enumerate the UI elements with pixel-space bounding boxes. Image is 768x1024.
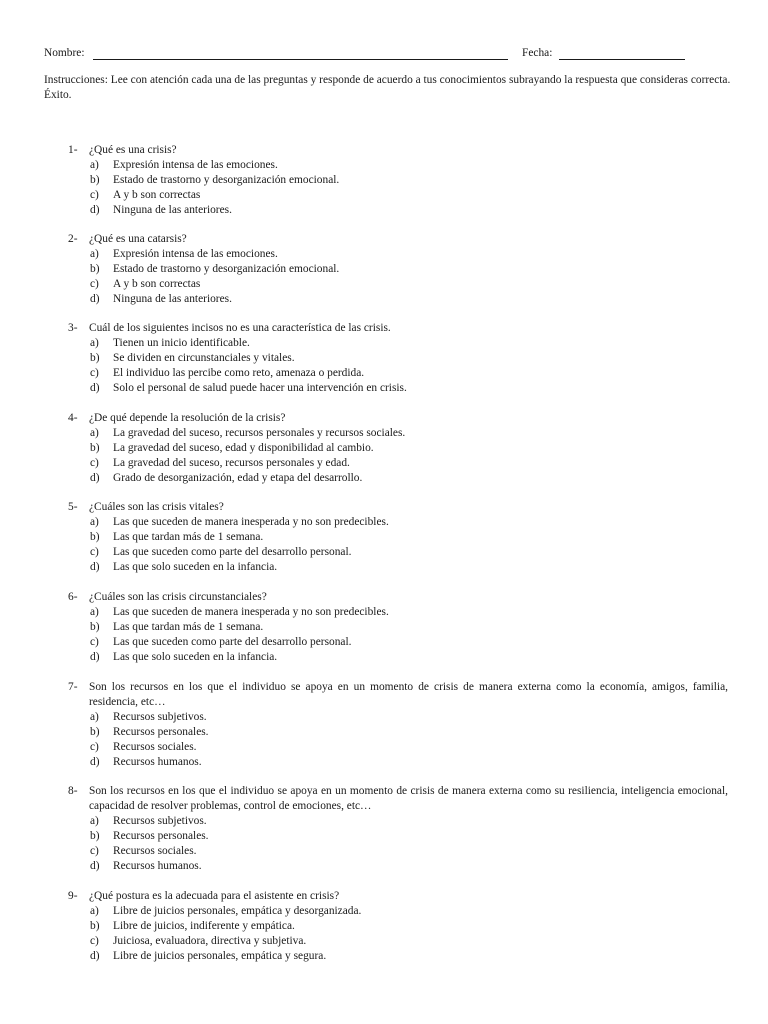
option-text: A y b son correctas (113, 278, 201, 290)
option-letter: b) (90, 174, 100, 186)
question-number: 6- (68, 591, 78, 603)
question-row (68, 590, 728, 605)
option-letter: b) (90, 263, 100, 275)
answer-option[interactable] (68, 247, 728, 262)
answer-option[interactable] (68, 725, 728, 740)
option-letter: a) (90, 606, 99, 618)
option-text: Recursos humanos. (113, 756, 202, 768)
option-text: La gravedad del suceso, recursos personales y edad. (113, 457, 350, 469)
option-letter: d) (90, 293, 100, 305)
question-text: Son los recursos en los que el individuo se apoya en un momento de crisis de manera externa como su resiliencia, inteligencia emocional, capacidad de resolver problemas, control de emociones, etc… (89, 785, 728, 812)
option-text: Recursos personales. (113, 830, 209, 842)
question-3 (68, 321, 728, 396)
option-text: Recursos humanos. (113, 860, 202, 872)
option-letter: c) (90, 546, 99, 558)
option-letter: c) (90, 189, 99, 201)
option-text: Recursos subjetivos. (113, 815, 207, 827)
option-text: El individuo las percibe como reto, amenaza o perdida. (113, 367, 365, 379)
option-letter: b) (90, 442, 100, 454)
option-text: Ninguna de las anteriores. (113, 293, 232, 305)
option-letter: b) (90, 726, 100, 738)
option-letter: b) (90, 352, 100, 364)
option-letter: c) (90, 845, 99, 857)
option-text: Juiciosa, evaluadora, directiva y subjetiva. (113, 935, 307, 947)
answer-option[interactable] (68, 351, 728, 366)
option-letter: c) (90, 457, 99, 469)
question-7 (68, 680, 728, 770)
option-text: Las que suceden de manera inesperada y no son predecibles. (113, 516, 389, 528)
answer-option[interactable] (68, 949, 728, 964)
option-text: A y b son correctas (113, 189, 201, 201)
question-number: 1- (68, 144, 78, 156)
header-line (44, 46, 744, 66)
answer-options (68, 605, 728, 665)
option-text: Las que suceden de manera inesperada y no son predecibles. (113, 606, 389, 618)
question-text: ¿Cuáles son las crisis circunstanciales? (89, 591, 267, 603)
option-letter: c) (90, 741, 99, 753)
question-text: ¿Cuáles son las crisis vitales? (89, 501, 224, 513)
option-letter: d) (90, 382, 100, 394)
answer-option[interactable] (68, 366, 728, 381)
option-text: Expresión intensa de las emociones. (113, 248, 278, 260)
answer-option[interactable] (68, 426, 728, 441)
question-number: 5- (68, 501, 78, 513)
option-letter: a) (90, 516, 99, 528)
option-letter: a) (90, 248, 99, 260)
option-letter: b) (90, 531, 100, 543)
answer-option[interactable] (68, 441, 728, 456)
answer-option[interactable] (68, 620, 728, 635)
option-text: Recursos sociales. (113, 845, 197, 857)
option-text: Libre de juicios personales, empática y segura. (113, 950, 327, 962)
answer-options (68, 336, 728, 396)
answer-options (68, 515, 728, 575)
option-text: Libre de juicios personales, empática y desorganizada. (113, 905, 362, 917)
question-9 (68, 889, 728, 964)
answer-option[interactable] (68, 336, 728, 351)
option-text: Las que solo suceden en la infancia. (113, 651, 278, 663)
option-text: Solo el personal de salud puede hacer una intervención en crisis. (113, 382, 407, 394)
answer-option[interactable] (68, 203, 728, 218)
question-row (68, 232, 728, 247)
answer-options (68, 158, 728, 218)
option-letter: a) (90, 711, 99, 723)
answer-option[interactable] (68, 292, 728, 307)
answer-option[interactable] (68, 277, 728, 292)
option-text: Grado de desorganización, edad y etapa del desarrollo. (113, 472, 363, 484)
option-letter: c) (90, 367, 99, 379)
answer-options (68, 814, 728, 874)
answer-option[interactable] (68, 158, 728, 173)
option-text: Estado de trastorno y desorganización emocional. (113, 174, 340, 186)
option-letter: a) (90, 337, 99, 349)
answer-options (68, 710, 728, 770)
option-text: Estado de trastorno y desorganización emocional. (113, 263, 340, 275)
question-1 (68, 143, 728, 218)
question-8 (68, 784, 728, 874)
question-number: 2- (68, 233, 78, 245)
answer-option[interactable] (68, 934, 728, 949)
question-text: Cuál de los siguientes incisos no es una característica de las crisis. (89, 322, 391, 334)
option-text: La gravedad del suceso, recursos personales y recursos sociales. (113, 427, 406, 439)
option-text: Las que suceden como parte del desarrollo personal. (113, 546, 352, 558)
question-number: 9- (68, 890, 78, 902)
question-text: ¿De qué depende la resolución de la crisis? (89, 412, 286, 424)
answer-option[interactable] (68, 188, 728, 203)
question-number: 3- (68, 322, 78, 334)
option-letter: a) (90, 905, 99, 917)
option-letter: d) (90, 651, 100, 663)
option-text: Ninguna de las anteriores. (113, 204, 232, 216)
answer-option[interactable] (68, 710, 728, 725)
name-label: Nombre: (44, 47, 85, 59)
answer-option[interactable] (68, 381, 728, 396)
question-row (68, 500, 728, 515)
option-letter: a) (90, 427, 99, 439)
question-row (68, 143, 728, 158)
option-text: Recursos subjetivos. (113, 711, 207, 723)
question-number: 7- (68, 681, 78, 693)
answer-option[interactable] (68, 635, 728, 650)
date-label: Fecha: (522, 47, 553, 59)
answer-option[interactable] (68, 545, 728, 560)
answer-option[interactable] (68, 471, 728, 486)
option-letter: c) (90, 278, 99, 290)
option-text: Las que tardan más de 1 semana. (113, 621, 264, 633)
option-text: Recursos personales. (113, 726, 209, 738)
answer-option[interactable] (68, 740, 728, 755)
option-letter: a) (90, 815, 99, 827)
answer-option[interactable] (68, 515, 728, 530)
instructions: Instrucciones: Lee con atención cada una de las preguntas y responde de acuerdo a tus conocimientos subrayando la respuesta que consideras correcta. Éxito. (44, 74, 731, 101)
answer-options (68, 904, 728, 964)
answer-option[interactable] (68, 755, 728, 770)
question-row (68, 680, 728, 710)
option-text: Recursos sociales. (113, 741, 197, 753)
answer-option[interactable] (68, 605, 728, 620)
option-text: Tienen un inicio identificable. (113, 337, 250, 349)
answer-option[interactable] (68, 456, 728, 471)
question-text: ¿Qué es una crisis? (89, 144, 177, 156)
question-5 (68, 500, 728, 575)
question-4 (68, 411, 728, 486)
option-text: La gravedad del suceso, edad y disponibilidad al cambio. (113, 442, 374, 454)
answer-option[interactable] (68, 530, 728, 545)
question-text: ¿Qué postura es la adecuada para el asistente en crisis? (89, 890, 340, 902)
question-row (68, 784, 728, 814)
answer-option[interactable] (68, 650, 728, 665)
option-letter: a) (90, 159, 99, 171)
question-number: 8- (68, 785, 78, 797)
answer-option[interactable] (68, 844, 728, 859)
option-text: Expresión intensa de las emociones. (113, 159, 278, 171)
date-field[interactable] (559, 59, 685, 60)
question-6 (68, 590, 728, 665)
answer-option[interactable] (68, 859, 728, 874)
option-letter: d) (90, 561, 100, 573)
option-letter: d) (90, 950, 100, 962)
option-letter: d) (90, 756, 100, 768)
answer-option[interactable] (68, 173, 728, 188)
question-2 (68, 232, 728, 307)
question-number: 4- (68, 412, 78, 424)
question-text: ¿Qué es una catarsis? (89, 233, 187, 245)
answer-option[interactable] (68, 262, 728, 277)
option-text: Libre de juicios, indiferente y empática. (113, 920, 295, 932)
option-text: Las que tardan más de 1 semana. (113, 531, 264, 543)
answer-option[interactable] (68, 814, 728, 829)
option-text: Se dividen en circunstanciales y vitales. (113, 352, 295, 364)
option-letter: c) (90, 636, 99, 648)
question-text: Son los recursos en los que el individuo se apoya en un momento de crisis de manera externa como la economía, amigos, familia, residencia, etc… (89, 681, 728, 708)
answer-options (68, 247, 728, 307)
option-text: Las que suceden como parte del desarrollo personal. (113, 636, 352, 648)
answer-option[interactable] (68, 829, 728, 844)
answer-option[interactable] (68, 919, 728, 934)
answer-options (68, 426, 728, 486)
question-row (68, 889, 728, 904)
option-text: Las que solo suceden en la infancia. (113, 561, 278, 573)
option-letter: b) (90, 830, 100, 842)
option-letter: d) (90, 204, 100, 216)
option-letter: b) (90, 621, 100, 633)
option-letter: c) (90, 935, 99, 947)
question-row (68, 411, 728, 426)
name-field[interactable] (93, 59, 508, 60)
option-letter: b) (90, 920, 100, 932)
answer-option[interactable] (68, 904, 728, 919)
answer-option[interactable] (68, 560, 728, 575)
question-row (68, 321, 728, 336)
option-letter: d) (90, 472, 100, 484)
option-letter: d) (90, 860, 100, 872)
